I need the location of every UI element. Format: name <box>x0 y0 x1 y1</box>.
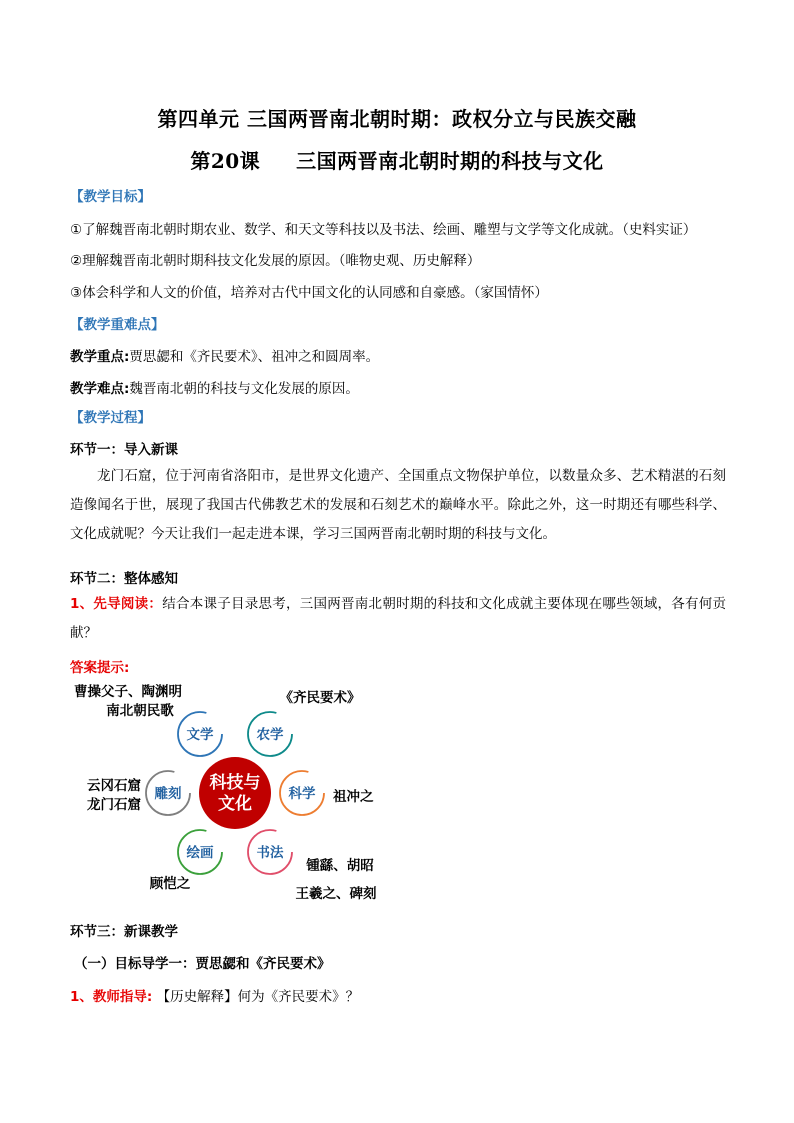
step2-heading: 环节二：整体感知 <box>70 571 178 587</box>
goal-item-2: ②理解魏晋南北朝时期科技文化发展的原因。（唯物史观、历史解释） <box>70 253 481 269</box>
question2-text: 【历史解释】何为《齐民要术》？ <box>156 989 360 1005</box>
note-painting: 顾恺之 <box>149 876 191 892</box>
question2 <box>70 985 359 1005</box>
node-science <box>280 771 324 815</box>
node-literature-label: 文学 <box>186 727 214 743</box>
node-science-label: 科学 <box>288 786 316 802</box>
node-sculpture-label: 雕刻 <box>154 786 182 802</box>
keypoints-heading: 【教学重难点】 <box>70 317 165 333</box>
note-science: 祖冲之 <box>333 789 374 805</box>
step3-heading: 环节三：新课教学 <box>70 924 178 940</box>
step1-heading: 环节一：导入新课 <box>70 442 178 458</box>
focus-line <box>70 345 379 365</box>
lesson-number: 第20课 <box>190 149 261 173</box>
note-literature-2: 南北朝民歌 <box>106 703 174 719</box>
note-agriculture: 《齐民要术》 <box>279 690 361 706</box>
note-literature-1: 曹操父子、陶渊明 <box>74 684 182 700</box>
node-calligraphy-label: 书法 <box>256 845 284 861</box>
node-painting <box>178 830 222 874</box>
node-calligraphy <box>248 830 292 874</box>
node-agriculture-label: 农学 <box>256 727 284 743</box>
note-sculpture-2: 龙门石窟 <box>87 797 141 813</box>
intro-paragraph: 龙门石窟，位于河南省洛阳市，是世界文化遗产、全国重点文物保护单位，以数量众多、艺术精湛的石刻造像闻名于世，展现了我国古代佛教艺术的发展和石刻艺术的巅峰水平。除此之外，这一时期还有哪些科学、文化成就呢？今天让我们一起走进本课，学习三国两晋南北朝时期的科技与文化。 <box>70 468 726 542</box>
question2-label: 1、教师指导: <box>70 989 153 1005</box>
unit-title: 第四单元 三国两晋南北朝时期：政权分立与民族交融 <box>157 107 637 131</box>
subsection-1-heading: （一）目标导学一：贾思勰和《齐民要术》 <box>74 956 331 972</box>
node-sculpture <box>146 771 190 815</box>
focus-label: 教学重点: <box>70 349 130 365</box>
answer-hint-label: 答案提示: <box>70 660 130 676</box>
note-calligraphy-2: 王羲之、碑刻 <box>295 886 377 902</box>
goals-heading: 【教学目标】 <box>70 189 151 205</box>
note-sculpture-1: 云冈石窟 <box>87 778 141 794</box>
node-painting-label: 绘画 <box>186 845 214 861</box>
goal-item-3: ③体会科学和人文的价值，培养对古代中国文化的认同感和自豪感。（家国情怀） <box>70 285 548 301</box>
question1 <box>70 590 726 648</box>
difficulty-line <box>70 377 359 397</box>
focus-text: 贾思勰和《齐民要术》、祖冲之和圆周率。 <box>129 349 380 365</box>
center-text-line1: 科技与 <box>209 773 261 793</box>
question1-label: 1、先导阅读： <box>70 596 163 612</box>
culture-mindmap <box>70 680 410 910</box>
difficulty-text: 魏晋南北朝的科技与文化发展的原因。 <box>129 381 359 397</box>
goal-item-1: ①了解魏晋南北朝时期农业、数学、和天文等科技以及书法、绘画、雕塑与文学等文化成就。（史料实证） <box>70 222 697 238</box>
center-text-line2: 文化 <box>218 794 252 814</box>
lesson-name: 三国两晋南北朝时期的科技与文化 <box>296 149 604 173</box>
question1-text: 结合本课子目录思考，三国两晋南北朝时期的科技和文化成就主要体现在哪些领域，各有何贡献？ <box>70 596 726 641</box>
node-agriculture <box>248 712 292 756</box>
center-circle <box>199 757 271 829</box>
process-heading: 【教学过程】 <box>70 410 151 426</box>
difficulty-label: 教学难点: <box>70 381 130 397</box>
node-literature <box>178 712 222 756</box>
note-calligraphy-1: 锺繇、胡昭 <box>306 858 374 874</box>
lesson-title <box>0 145 794 174</box>
